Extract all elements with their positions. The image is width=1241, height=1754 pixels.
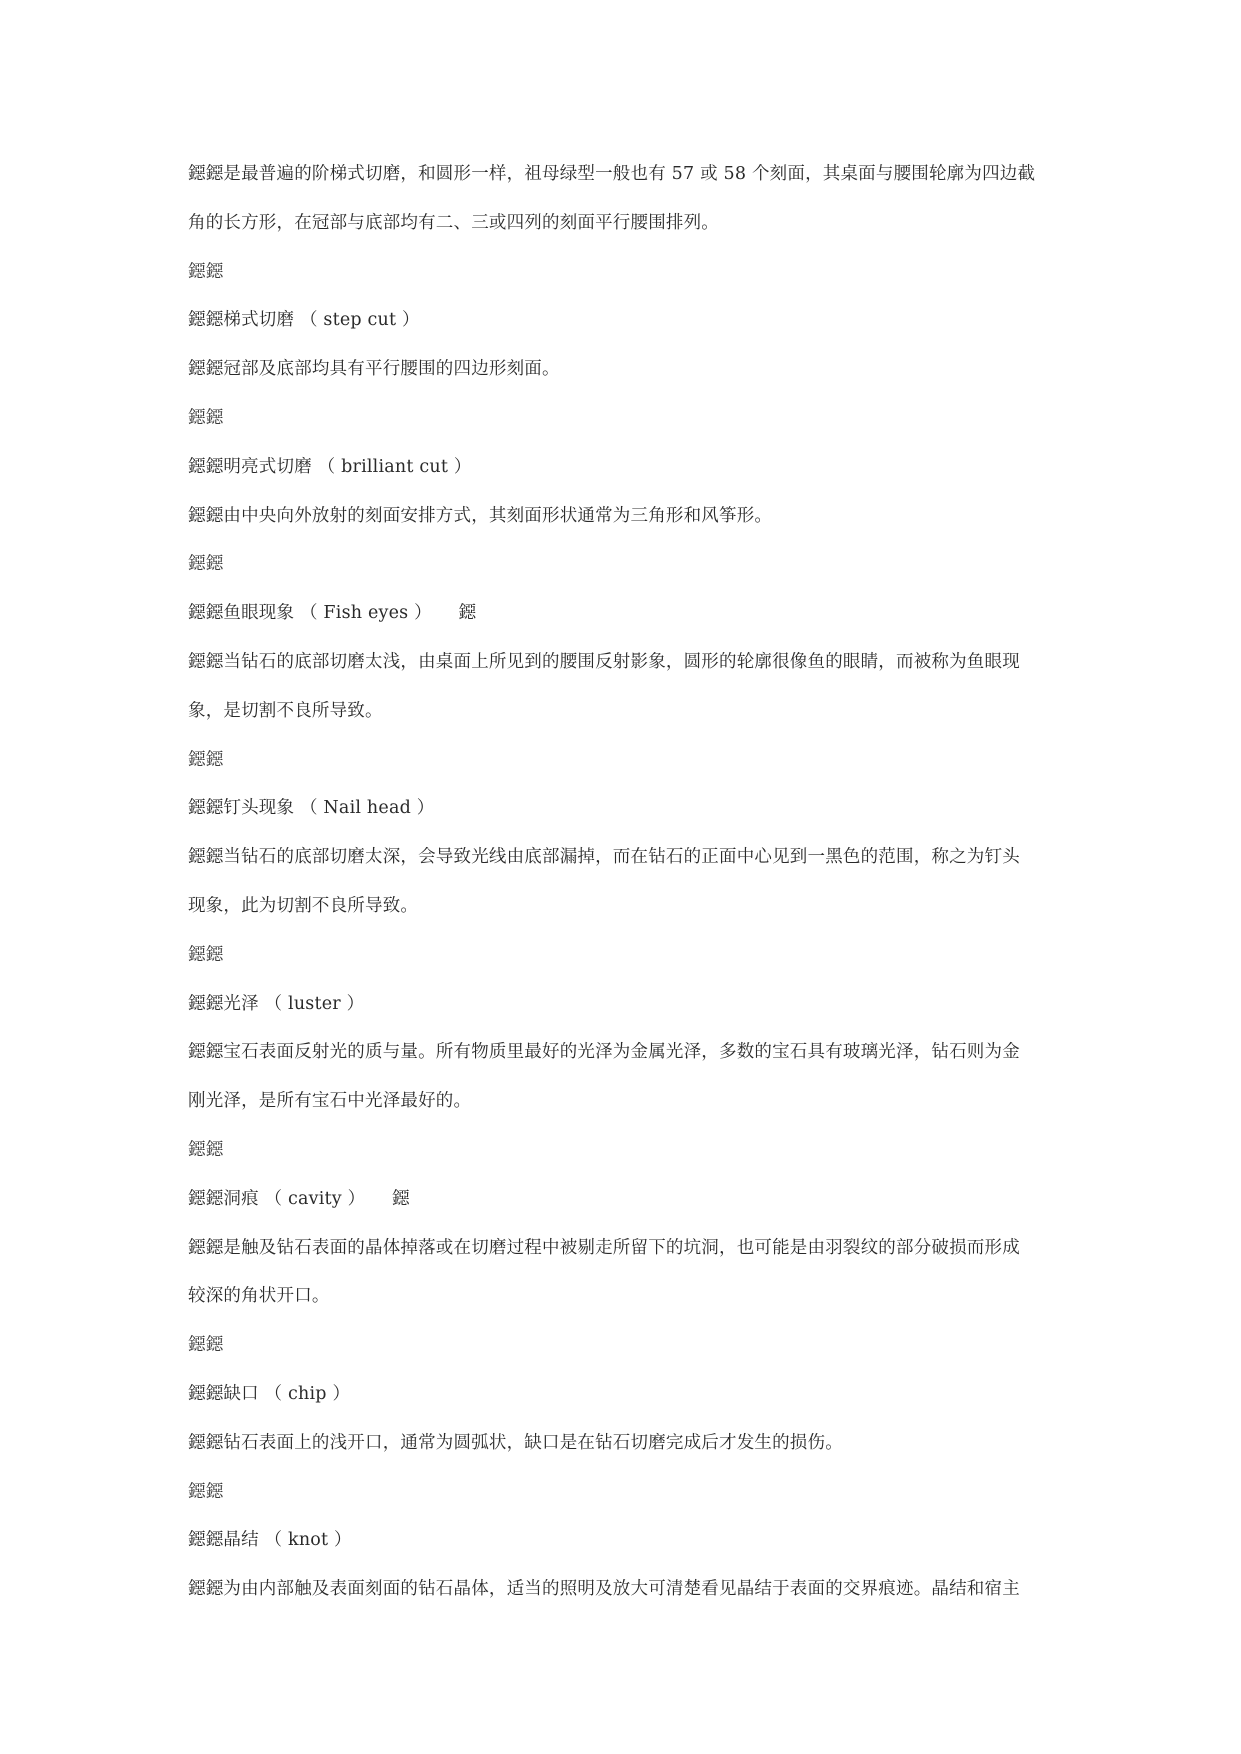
text-line: 鐚鐚 bbox=[188, 1481, 224, 1502]
text-line: 鐚鐚为由内部触及表面刻面的钻石晶体，适当的照明及放大可清楚看见晶结于表面的交界痕迹。晶结和宿主 bbox=[188, 1579, 1020, 1600]
text-line: 象，是切割不良所导致。 bbox=[188, 700, 383, 721]
term-heading-cavity: 鐚鐚洞痕 （ cavity ） 鐚 bbox=[188, 1188, 410, 1209]
text-line: 现象，此为切割不良所导致。 bbox=[188, 895, 419, 916]
term-heading-chip: 鐚鐚缺口 （ chip ） bbox=[188, 1383, 351, 1404]
text-line: 鐚鐚 bbox=[188, 944, 224, 965]
text-line: 鐚鐚 bbox=[188, 554, 224, 575]
term-heading-step-cut: 鐚鐚梯式切磨 （ step cut ） bbox=[188, 310, 420, 331]
text-line: 鐚鐚当钻石的底部切磨太浅，由桌面上所见到的腰围反射影象，圆形的轮廓很像鱼的眼睛，而被称为鱼眼现 bbox=[188, 651, 1020, 672]
text-line: 鐚鐚宝石表面反射光的质与量。所有物质里最好的光泽为金属光泽，多数的宝石具有玻璃光泽，钻石则为金 bbox=[188, 1042, 1020, 1063]
text-line: 较深的角状开口。 bbox=[188, 1286, 330, 1307]
text-line: 鐚鐚 bbox=[188, 1139, 224, 1160]
term-heading-knot: 鐚鐚晶结 （ knot ） bbox=[188, 1530, 352, 1551]
term-heading-nail-head: 鐚鐚钉头现象 （ Nail head ） bbox=[188, 798, 435, 819]
term-heading-brilliant-cut: 鐚鐚明亮式切磨 （ brilliant cut ） bbox=[188, 456, 472, 477]
text-line: 鐚鐚 bbox=[188, 407, 224, 428]
term-heading-fish-eyes: 鐚鐚鱼眼现象 （ Fish eyes ） 鐚 bbox=[188, 603, 477, 624]
document-body bbox=[188, 150, 1058, 1614]
text-line: 鐚鐚冠部及底部均具有平行腰围的四边形刻面。 bbox=[188, 359, 560, 380]
text-line: 鐚鐚 bbox=[188, 749, 224, 770]
text-line: 角的长方形，在冠部与底部均有二、三或四列的刻面平行腰围排列。 bbox=[188, 212, 719, 233]
text-line: 鐚鐚当钻石的底部切磨太深，会导致光线由底部漏掉，而在钻石的正面中心见到一黑色的范围，称之为钉头 bbox=[188, 847, 1020, 868]
text-line: 鐚鐚 bbox=[188, 1335, 224, 1356]
text-line: 鐚鐚 bbox=[188, 261, 224, 282]
term-heading-luster: 鐚鐚光泽 （ luster ） bbox=[188, 993, 365, 1014]
text-line: 鐚鐚是触及钻石表面的晶体掉落或在切磨过程中被剔走所留下的坑洞，也可能是由羽裂纹的部分破损而形成 bbox=[188, 1237, 1020, 1258]
text-line: 鐚鐚钻石表面上的浅开口，通常为圆弧状，缺口是在钻石切磨完成后才发生的损伤。 bbox=[188, 1432, 843, 1453]
text-line: 鐚鐚是最普遍的阶梯式切磨，和圆形一样，祖母绿型一般也有 57 或 58 个刻面，其桌面与腰围轮廓为四边截 bbox=[188, 164, 1036, 184]
text-line: 鐚鐚由中央向外放射的刻面安排方式，其刻面形状通常为三角形和风筝形。 bbox=[188, 505, 773, 526]
text-line: 刚光泽，是所有宝石中光泽最好的。 bbox=[188, 1091, 472, 1112]
